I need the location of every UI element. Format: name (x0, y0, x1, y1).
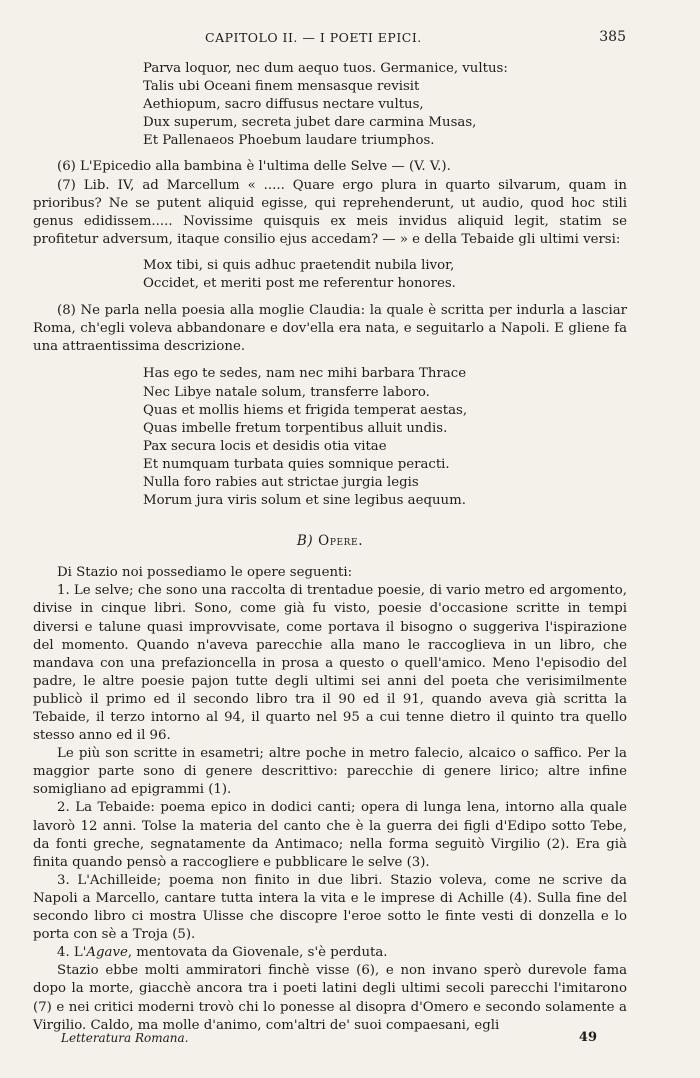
book-title: Letteratura Romana. (61, 1031, 189, 1045)
verse-block-1 (33, 60, 627, 150)
verse-line: Nec Libye natale solum, transferre laboro. (143, 384, 430, 400)
paragraph-agave (33, 944, 627, 962)
verse-block-3 (33, 365, 627, 510)
chapter-title: CAPITOLO II. — I POETI EPICI. (205, 30, 422, 45)
agave-post: , mentovata da Giovenale, s'è perduta. (127, 945, 388, 961)
verse-line: Aethiopum, sacro diffusus nectare vultus, (143, 97, 424, 113)
verse-line: Pax secura locis et desidis otia vitae (143, 438, 387, 454)
footnote-7: (7) Lib. IV, ad Marcellum « ..... Quare ergo plura in quarto silvarum, quam in prioribus? Ne se putent aliquid egisse, qui reprehenderunt, ut audio, quod hoc stili genus edidissem..... Novissime quisquis ex meis invidus aliquid legit, statim se profitetur adversum, itaque consilio ejus accedam? — » e della Tebaide gli ultimi versi: (33, 177, 627, 247)
verse-line: Morum jura viris solum et sine legibus aequum. (143, 493, 466, 509)
section-title: Opere. (318, 533, 364, 550)
agave-title: Agave (86, 945, 128, 961)
section-letter: B) (296, 533, 314, 550)
verse-line: Parva loquor, nec dum aequo tuos. Germanice, vultus: (143, 61, 508, 76)
verse-line: Has ego te sedes, nam nec mihi barbara Thrace (143, 366, 467, 382)
verse-line: Mox tibi, si quis adhuc praetendit nubila livor, (143, 257, 455, 273)
footnote-8: (8) Ne parla nella poesia alla moglie Claudia: la quale è scritta per indurla a lasciar Roma, ch'egli voleva abbandonare e dov'ella era nata, e seguitarlo a Napoli. E gliene fa una attraentissima descrizione. (33, 303, 627, 355)
paragraph-metri: Le più son scritte in esametri; altre poche in metro falecio, alcaico o saffico. Per la maggior parte sono di genere descrittivo: parecchie di genere lirico; altre infine somigliano ad epigrammi (1). (33, 746, 627, 798)
paragraph-achilleide: 3. L'Achilleide; poema non finito in due libri. Stazio voleva, come ne scrive da Napoli a Marcello, cantare tutta intera la vita e le imprese di Achille (4). Sulla fine del secondo libro ci mostra Ulisse che discopre l'eroe sotto le finte vesti di donzella e lo porta con sè a Troja (5). (33, 872, 627, 943)
verse-line: Occidet, et meriti post me referentur honores. (143, 276, 456, 292)
verse-line: Et numquam turbata quies somnique peracti. (143, 456, 450, 472)
footnote-6: (6) L'Epicedio alla bambina è l'ultima delle Selve — (V. V.). (57, 159, 451, 175)
verse-block-2 (33, 257, 627, 293)
agave-pre: 4. L' (57, 945, 87, 961)
verse-line: Quas imbelle fretum torpentibus alluit undis. (143, 420, 448, 436)
page-footer (33, 1031, 627, 1051)
paragraph-selve: 1. Le selve; che sono una raccolta di trentadue poesie, di vario metro ed argomento, divise in cinque libri. Sono, come già fu visto, poesie d'occasione scritte in tempi diversi e talune quasi improvvisate, come portava il bisogno o suggeriva l'ispirazione del momento. Quando n'aveva parecchie alla mano le raccoglieva in un libro, che mandava con una prefazioncella in prosa a questo o quell'amico. Meno l'episodio del padre, le altre poesie pajon tutte degli ultimi sei anni del poeta che verisimilmente publicò il primo ed il secondo libro tra il 90 ed il 91, quando aveva già scritta la Tebaide, il terzo intorno al 94, il quarto nel 95 a cui tenne dietro il quinto tra quello stesso anno ed il 96. (33, 583, 627, 744)
paragraph-intro: Di Stazio noi possediamo le opere seguenti: (57, 565, 353, 581)
section-heading (33, 532, 627, 550)
page-body (33, 60, 627, 1035)
verse-line: Dux superum, secreta jubet dare carmina Musas, (143, 115, 477, 131)
verse-line: Talis ubi Oceani finem mensasque revisit (143, 79, 420, 95)
verse-line: Et Pallenaeos Phoebum laudare triumphos. (143, 133, 435, 149)
running-header (0, 30, 700, 50)
paragraph-tebaide: 2. La Tebaide: poema epico in dodici canti; opera di lunga lena, intorno alla quale lavorò 12 anni. Tolse la materia del canto che è la guerra dei figli d'Edipo sotto Tebe, da fonti greche, segnatamente da Antimaco; nella forma seguitò Virgilio (2). Era già finita quando pensò a raccogliere e pubblicare le selve (3). (33, 800, 627, 870)
signature-number: 49 (578, 1030, 597, 1045)
verse-line: Quas et mollis hiems et frigida temperat aestas, (143, 402, 468, 418)
verse-line: Nulla foro rabies aut strictae jurgia legis (143, 474, 419, 490)
paragraph-fama: Stazio ebbe molti ammiratori finchè visse (6), e non invano sperò durevole fama dopo la morte, giacchè ancora tra i poeti latini degli ultimi secoli parecchi l'imitarono (7) e nei critici moderni trovò chi lo ponesse al disopra d'Omero e secondo solamente a Virgilio. Caldo, ma molle d'animo, com'altri de' suoi compaesani, egli (33, 963, 627, 1033)
page-number: 385 (599, 29, 626, 45)
